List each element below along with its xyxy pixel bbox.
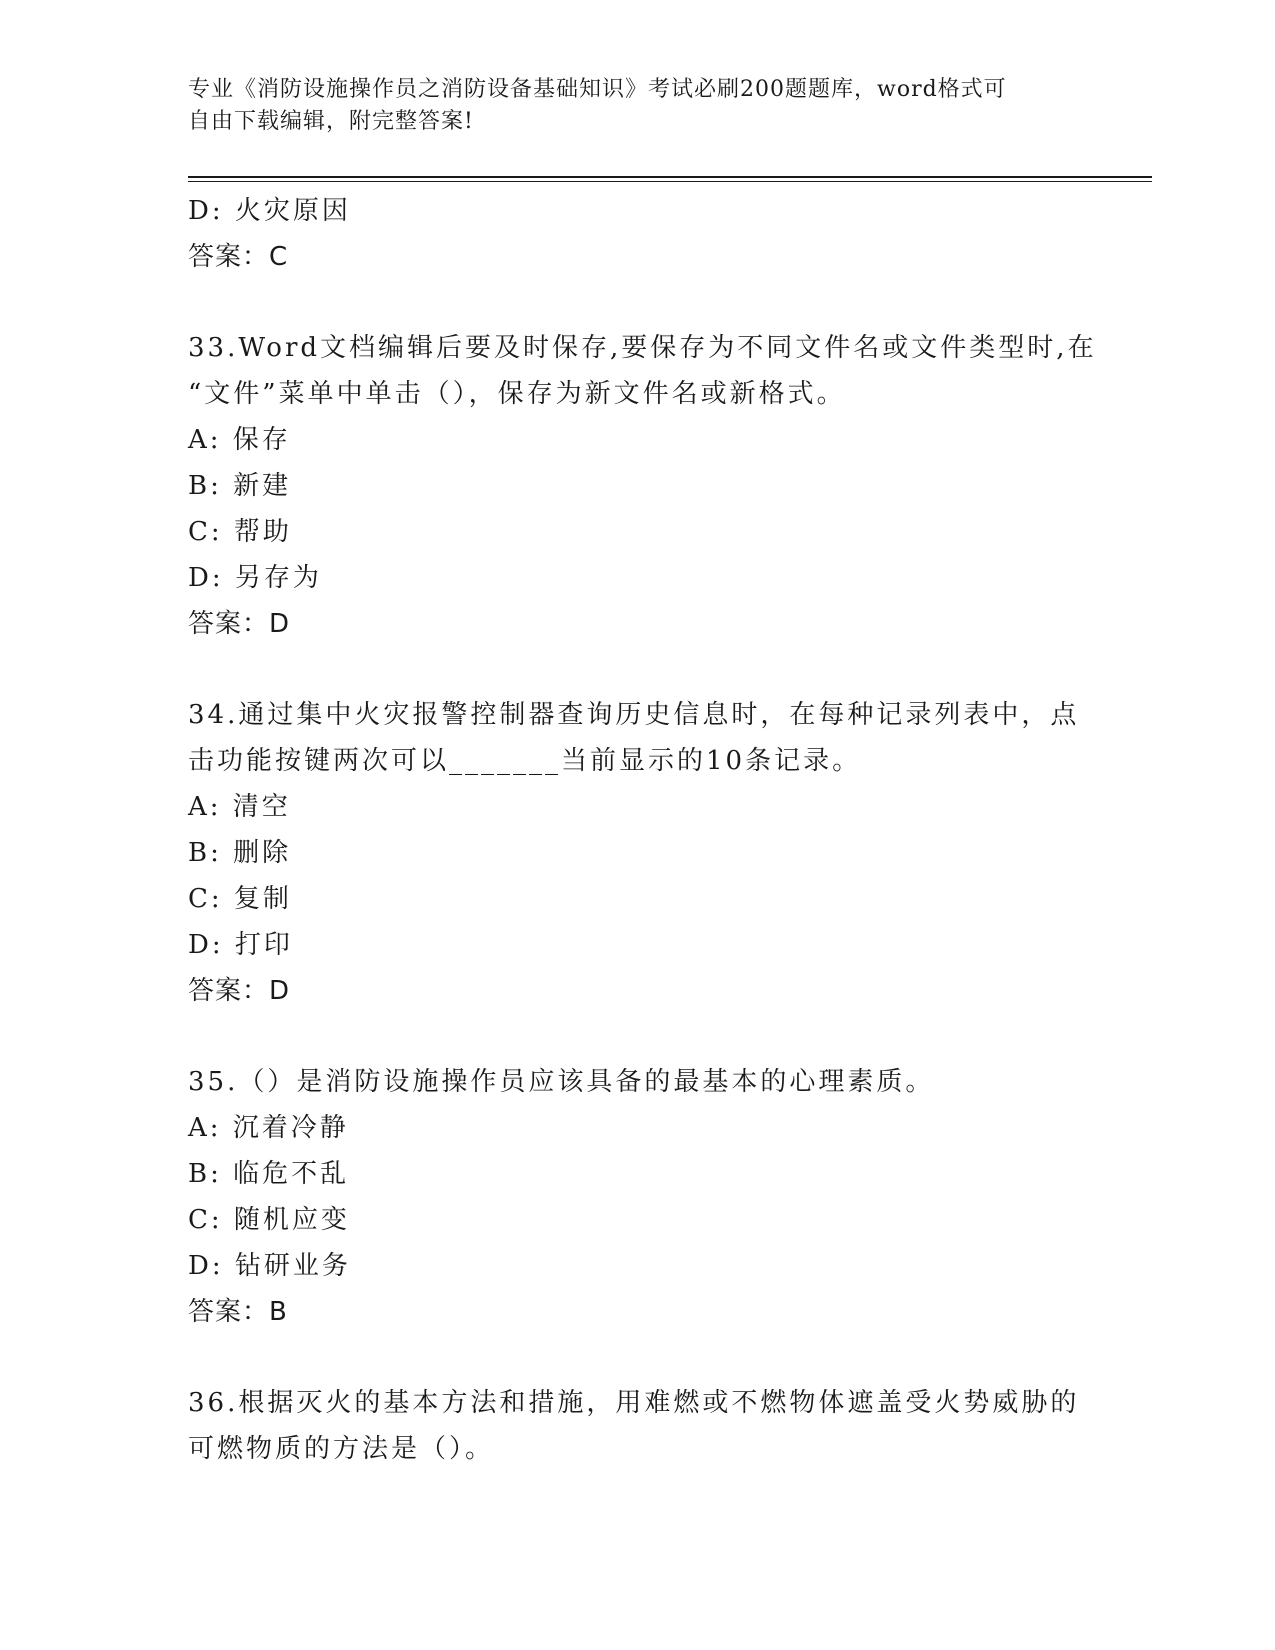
option-a: A: 保存 [188,425,291,455]
option-d: D: 打印 [188,930,293,960]
answer-line: 答案：B [188,1297,288,1327]
spacer [188,1014,1088,1059]
answer-line: 答案：D [188,609,291,639]
question-block-34 [188,692,1088,1014]
option-d: D: 火灾原因 [188,196,351,226]
option-a: A: 沉着冷静 [188,1113,349,1143]
question-stem: 34.通过集中火灾报警控制器查询历史信息时，在每种记录列表中，点 [188,700,1080,730]
option-d: D: 钻研业务 [188,1251,351,1281]
answer-line: 答案：D [188,976,291,1006]
header-line-2: 自由下载编辑，附完整答案! [188,109,474,134]
option-d: D: 另存为 [188,563,322,593]
header-divider-thin [188,181,1152,182]
question-stem: 击功能按键两次可以_______当前显示的10条记录。 [188,746,862,776]
question-block-36 [188,1380,1088,1472]
question-stem: “文件”菜单中单击（），保存为新文件名或新格式。 [188,379,846,409]
question-list [188,188,1097,1472]
question-stem: 36.根据灭火的基本方法和措施，用难燃或不燃物体遮盖受火势威胁的 [188,1388,1080,1418]
header-divider-thick [188,176,1152,178]
header-line-1: 专业《消防设施操作员之消防设备基础知识》考试必刷200题题库，word格式可 [188,77,1007,102]
option-a: A: 清空 [188,792,291,822]
page-header [188,74,1088,138]
spacer [188,647,1088,692]
option-b: B: 删除 [188,838,292,868]
option-b: B: 临危不乱 [188,1159,350,1189]
spacer [188,280,1088,325]
question-block-35 [188,1059,1088,1335]
spacer [188,1335,1088,1380]
option-b: B: 新建 [188,471,292,501]
question-stem: 35.（）是消防设施操作员应该具备的最基本的心理素质。 [188,1067,935,1097]
answer-line: 答案：C [188,242,289,272]
option-c: C: 随机应变 [188,1205,350,1235]
option-c: C: 帮助 [188,517,292,547]
question-block-32 [188,188,1088,280]
question-block-33 [188,325,1097,647]
question-stem: 可燃物质的方法是（）。 [188,1434,495,1464]
option-c: C: 复制 [188,884,292,914]
question-stem: 33.Word文档编辑后要及时保存,要保存为不同文件名或文件类型时,在 [188,333,1097,363]
